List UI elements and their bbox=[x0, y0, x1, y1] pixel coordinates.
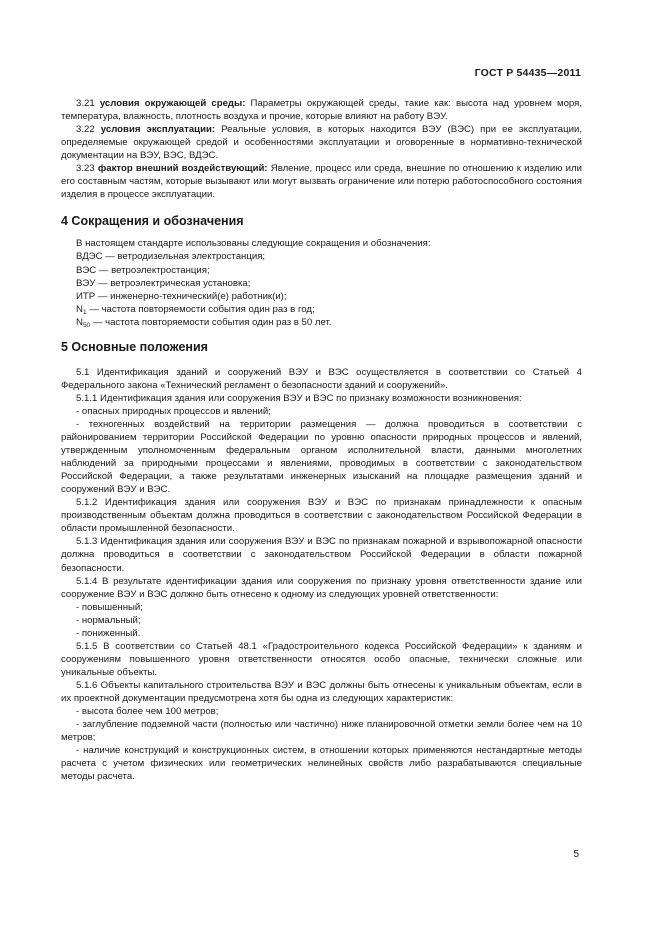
list-item: - наличие конструкций и конструкционных систем, в отношении которых применяются нестандартные методы расчета с учетом физических или геометрических нелинейных свойств либо разрабатываются специальные методы расчета. bbox=[61, 745, 582, 783]
notation-subscript: 50 bbox=[82, 321, 91, 329]
abbreviation-item: ВЭУ — ветроэлектрическая установка; bbox=[76, 277, 251, 289]
clause-5-1-2: 5.1.2 Идентификация здания или сооружения ВЭУ и ВЭС по признакам принадлежности к опасным производственным объектам должна проводиться в соответствии с законодательством Российской Федерации в области промышленной безопасности. bbox=[61, 497, 582, 535]
page-content bbox=[61, 97, 582, 783]
definition-number: 3.23 bbox=[76, 163, 95, 175]
list-item: - опасных природных процессов и явлений; bbox=[76, 405, 271, 417]
list-item: - высота более чем 100 метров; bbox=[76, 706, 219, 718]
list-item: - повышенный; bbox=[76, 601, 143, 613]
definition-term: условия окружающей среды: bbox=[99, 98, 246, 109]
abbreviations-intro: В настоящем стандарте использованы следующие сокращения и обозначения: bbox=[76, 238, 431, 250]
clause-5-1: 5.1 Идентификация зданий и сооружений ВЭУ и ВЭС осуществляется в соответствии со Статьей 4 Федерального закона «Технический регламент о безопасности зданий и сооружений». bbox=[61, 366, 582, 391]
notation-symbol: N bbox=[76, 316, 83, 328]
abbreviation-item: ВДЭС — ветродизельная электростанция; bbox=[76, 251, 266, 263]
clause-5-1-4: 5.1.4 В результате идентификации здания или сооружения по признаку уровня ответственности здание или сооружение ВЭУ и ВЭС должно быть отнесено к одному из следующих уровней ответственности: bbox=[61, 575, 582, 600]
notation-subscript: 1 bbox=[82, 308, 87, 316]
section-4-heading: 4 Сокращения и обозначения bbox=[61, 214, 244, 229]
definition-text: Реальные условия, в которых находится ВЭУ (ВЭС) при ее эксплуатации, определяемые окружающей средой и особенностями эксплуатации и оговоренные в нормативно-технической документации на ВЭУ, ВЭС, ВДЭС. bbox=[61, 124, 583, 162]
section-5-heading: 5 Основные положения bbox=[61, 339, 208, 354]
definition-term: условия эксплуатации: bbox=[100, 124, 216, 136]
notation-text: — частота повторяемости события один раз в год; bbox=[86, 303, 315, 315]
clause-5-1-6: 5.1.6 Объекты капитального строительства ВЭУ и ВЭС должны быть отнесены к уникальным объектам, если в их проектной документации предусмотрена хотя бы одна из следующих характеристик: bbox=[61, 679, 582, 704]
notation-text: — частота повторяемости события один раз в 50 лет. bbox=[90, 316, 332, 328]
notation-n50 bbox=[61, 316, 582, 329]
abbreviation-item: ВЭС — ветроэлектростанция; bbox=[76, 264, 210, 276]
definition-3-23 bbox=[61, 162, 582, 201]
clause-5-1-1: 5.1.1 Идентификация здания или сооружения ВЭУ и ВЭС по признаку возможности возникновения: bbox=[76, 392, 522, 404]
notation-n1 bbox=[61, 303, 582, 316]
definition-number: 3.21 bbox=[76, 98, 95, 109]
list-item: - нормальный; bbox=[76, 614, 141, 626]
list-item: - техногенных воздействий на территории размещения — должна проводиться в соответствии с районированием территории Российской Федерации по уровню опасности природных процессов и явлений, утвержденным уполномоченным федеральным органом исполнительной власти, данными многолетних наблюдений за природными процессами и явлениями, проводимых в соответствии с законодательством Российской Федерации, а также результатами инженерных изысканий на площадке размещения зданий и сооружений ВЭУ и ВЭС. bbox=[61, 418, 582, 496]
definition-term: фактор внешний воздействующий: bbox=[97, 163, 268, 175]
definition-text: Параметры окружающей среды, такие как: высота над уровнем моря, температура, влажность, плотность воздуха и прочие, которые влияют на работу ВЭУ. bbox=[61, 98, 583, 123]
definition-3-22 bbox=[61, 123, 582, 162]
page-number: 5 bbox=[573, 849, 579, 860]
definition-number: 3.22 bbox=[76, 124, 95, 136]
definition-text: Явление, процесс или среда, внешние по отношению к изделию или его составным частям, которые вызывают или могут вызвать ограничение или потерю работоспособного состояния изделия в процессе эксплуатации. bbox=[61, 163, 582, 201]
abbreviation-item: ИТР — инженерно-технический(е) работник(и); bbox=[76, 290, 287, 302]
list-item: - заглубление подземной части (полностью или частично) ниже планировочной отметки земли более чем на 10 метров; bbox=[61, 719, 582, 744]
list-item: - пониженный. bbox=[76, 627, 141, 639]
notation-symbol: N bbox=[76, 303, 83, 315]
definition-3-21 bbox=[61, 97, 582, 123]
clause-5-1-3: 5.1.3 Идентификация здания или сооружения ВЭУ и ВЭС по признакам пожарной и взрывопожарной опасности должна проводиться в соответствии с законодательством Российской Федерации в области пожарной безопасности. bbox=[61, 536, 582, 574]
document-number-header: ГОСТ Р 54435—2011 bbox=[474, 67, 581, 79]
clause-5-1-5: 5.1.5 В соответствии со Статьей 48.1 «Градостроительного кодекса Российской Федерации» к зданиям и сооружениям повышенного уровня ответственности относятся особо опасные, технически сложные или уникальные объекты. bbox=[61, 640, 582, 678]
